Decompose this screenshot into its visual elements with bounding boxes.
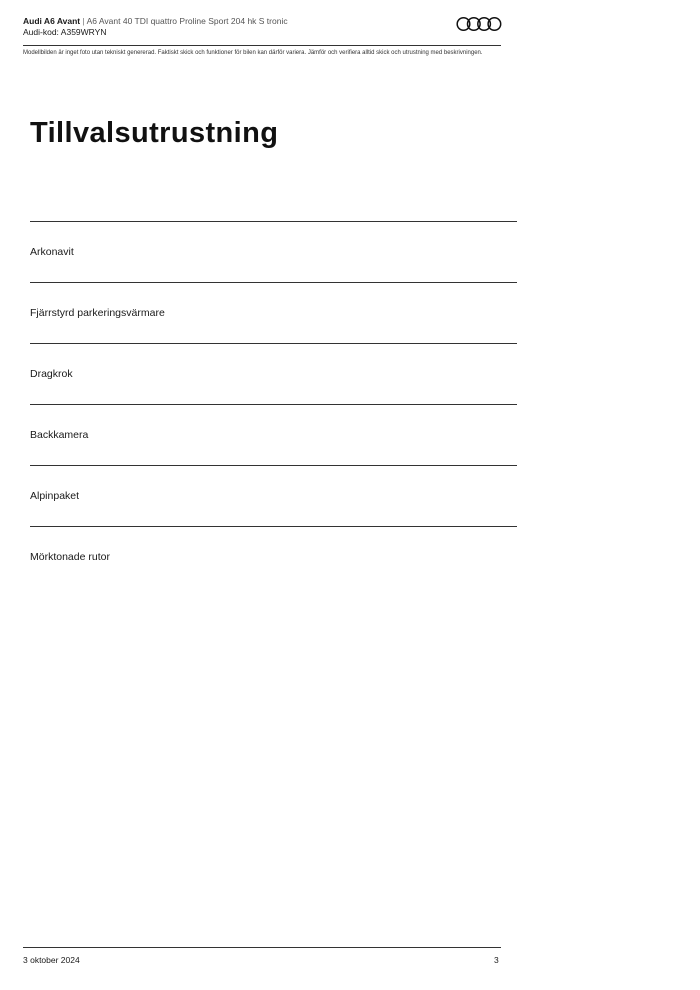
header-separator: | bbox=[80, 16, 87, 26]
option-item bbox=[30, 283, 517, 343]
header-divider bbox=[23, 45, 501, 46]
page-title: Tillvalsutrustning bbox=[30, 117, 279, 149]
model-variant: A6 Avant 40 TDI quattro Proline Sport 204 hk S tronic bbox=[86, 16, 288, 26]
option-item bbox=[30, 222, 517, 282]
option-label: Mörktonade rutor bbox=[30, 551, 110, 563]
option-item bbox=[30, 527, 517, 587]
model-line bbox=[23, 16, 501, 27]
option-item bbox=[30, 405, 517, 465]
options-list bbox=[30, 221, 517, 587]
audi-code: Audi-kod: A359WRYN bbox=[23, 27, 107, 37]
option-label: Dragkrok bbox=[30, 368, 73, 380]
document-header bbox=[23, 16, 501, 38]
option-item bbox=[30, 466, 517, 526]
option-label: Backkamera bbox=[30, 429, 89, 441]
footer-divider bbox=[23, 947, 501, 948]
page-number: 3 bbox=[494, 955, 499, 965]
footer-date: 3 oktober 2024 bbox=[23, 955, 80, 965]
model-name: Audi A6 Avant bbox=[23, 16, 81, 26]
option-label: Alpinpaket bbox=[30, 490, 80, 502]
option-label: Fjärrstyrd parkeringsvärmare bbox=[30, 307, 165, 319]
option-label: Arkonavit bbox=[30, 246, 74, 258]
disclaimer-text: Modellbilden är inget foto utan tekniskt genererad. Faktiskt skick och funktioner för bilen kan därför variera. Jämför och verifiera alltid skick och utrustning med beskrivningen. bbox=[23, 50, 483, 56]
option-item bbox=[30, 344, 517, 404]
audi-rings-icon bbox=[456, 16, 502, 32]
